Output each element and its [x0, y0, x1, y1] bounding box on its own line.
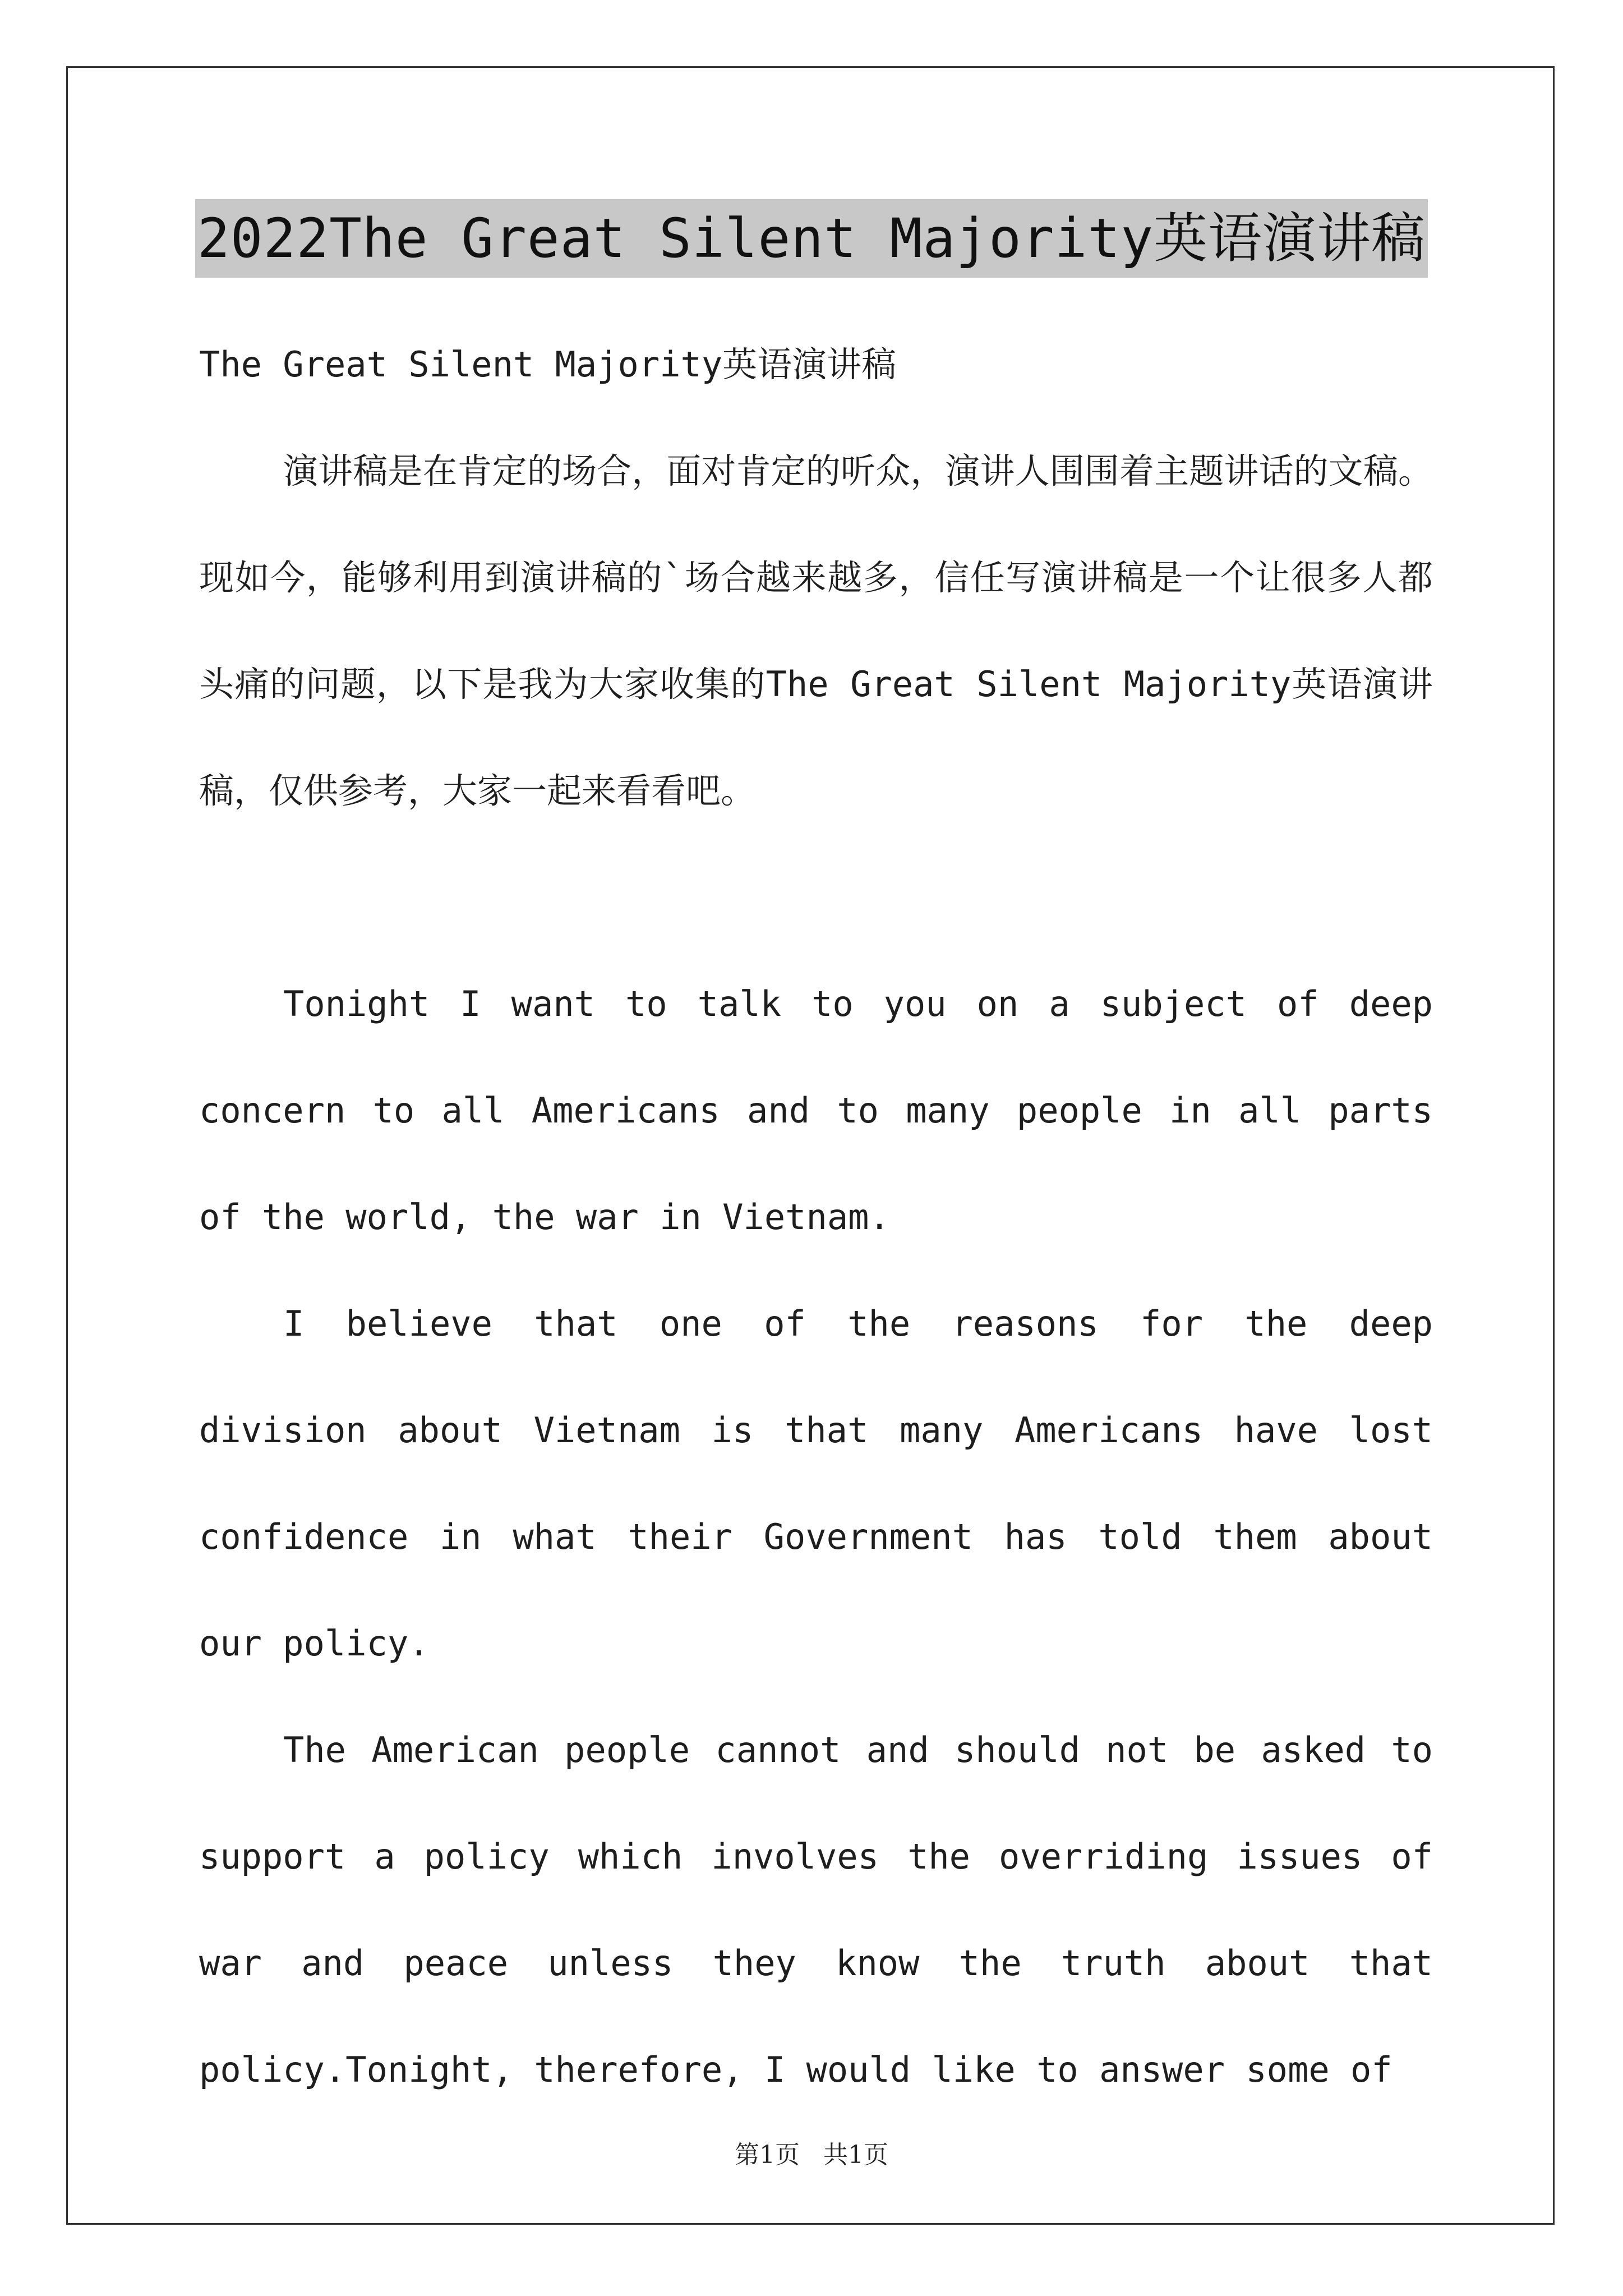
intro-paragraph: 演讲稿是在肯定的场合，面对肯定的听众，演讲人围围着主题讲话的文稿。现如今，能够利用到演讲稿的`场合越来越多，信任写演讲稿是一个让很多人都头痛的问题，以下是我为大家收集的The Great Silent Majority英语演讲稿，仅供参考，大家一起来看看吧。: [199, 450, 1433, 811]
body-paragraph-2: I believe that one of the reasons for the deep division about Vietnam is that many Americans have lost confidence in what their Government has told them about our policy.: [199, 1303, 1433, 1664]
body-paragraph-3: The American people cannot and should not be asked to support a policy which involves the overriding issues of war and peace unless they know the truth about that policy.Tonight, therefore, I would like to answer some of: [199, 1729, 1433, 2090]
paragraph-spacer: [199, 844, 1433, 951]
title-container: [0, 199, 1623, 278]
document-body: [199, 311, 1433, 2123]
document-title: 2022The Great Silent Majority英语演讲稿: [195, 199, 1428, 278]
body-paragraph-1: Tonight I want to talk to you on a subject of deep concern to all Americans and to many people in all parts of the world, the war in Vietnam.: [199, 983, 1433, 1237]
document-subtitle: The Great Silent Majority英语演讲稿: [199, 344, 897, 385]
page-number: 第1页: [735, 2141, 800, 2169]
page-total: 共1页: [823, 2141, 888, 2169]
page-footer: [0, 2134, 1623, 2170]
